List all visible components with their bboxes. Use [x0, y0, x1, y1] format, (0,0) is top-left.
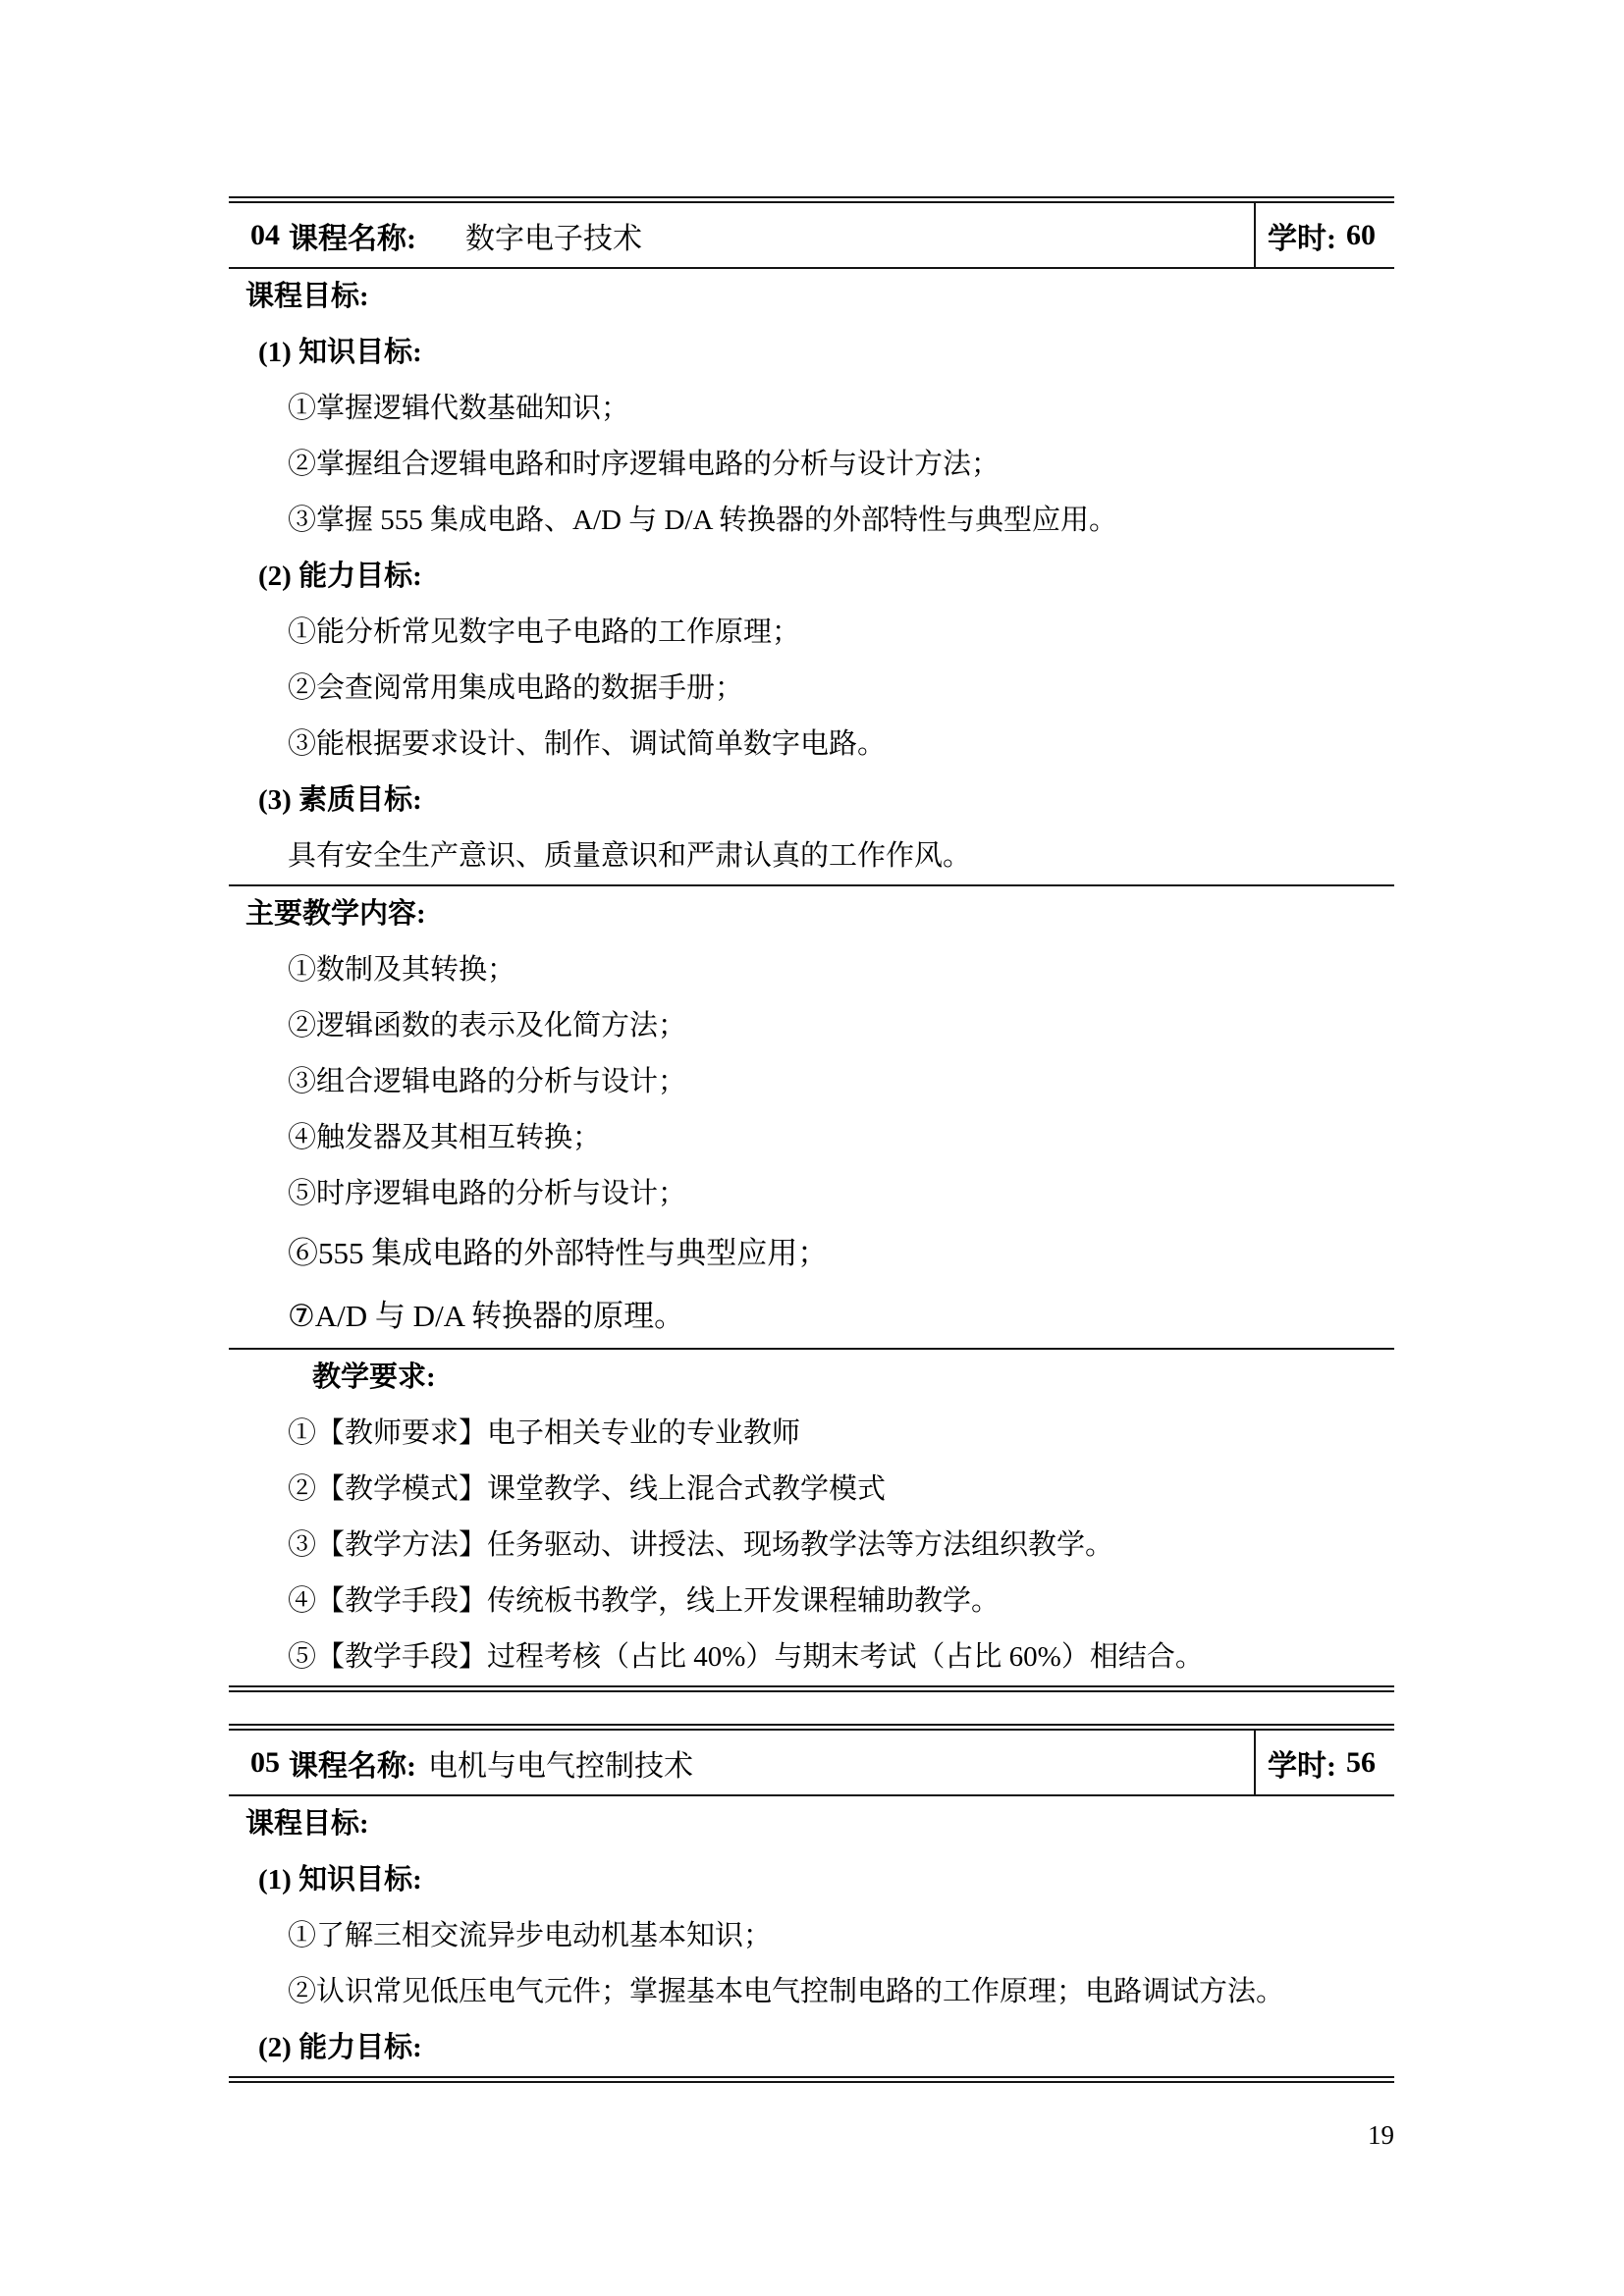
table-04-top-double-rule: [229, 196, 1394, 203]
objective-line: ①了解三相交流异步电动机基本知识；: [288, 1920, 773, 1951]
course-05-hours-cell: [1254, 1731, 1394, 1794]
hours-value: 60: [1346, 218, 1376, 251]
table-05-bottom-double-rule: [229, 2076, 1394, 2083]
subsection-title: (2) 能力目标:: [258, 561, 422, 592]
page-content: [229, 196, 1394, 2083]
course-04-title-cell: [229, 203, 1254, 267]
objective-line: ②认识常见低压电气元件；掌握基本电气控制电路的工作原理；电路调试方法。: [288, 1976, 1285, 2007]
content-line: ①数制及其转换；: [288, 954, 516, 986]
requirement-line: ②【教学模式】课堂教学、线上混合式教学模式: [288, 1473, 887, 1505]
objective-line: 具有安全生产意识、质量意识和严肃认真的工作作风。: [288, 840, 972, 872]
course-name: 电机与电气控制技术: [428, 1749, 693, 1783]
objective-line: ③能根据要求设计、制作、调试简单数字电路。: [288, 728, 887, 760]
objective-line: ①能分析常见数字电子电路的工作原理；: [288, 616, 801, 648]
course-04-header-row: [229, 203, 1394, 269]
course-number: 05: [250, 1745, 280, 1779]
table-spacer: [229, 1692, 1394, 1724]
content-line: ④触发器及其相互转换；: [288, 1122, 602, 1153]
subsection-title: (2) 能力目标:: [258, 2032, 422, 2063]
hours-value: 56: [1346, 1745, 1376, 1779]
table-05-top-double-rule: [229, 1724, 1394, 1731]
requirement-line: ④【教学手段】传统板书教学，线上开发课程辅助教学。: [288, 1585, 1001, 1617]
content-line: ⑤时序逻辑电路的分析与设计；: [288, 1178, 687, 1209]
objective-line: ②会查阅常用集成电路的数据手册；: [288, 672, 744, 704]
hours-label: 学时:: [1268, 1749, 1336, 1783]
requirement-line: ③【教学方法】任务驱动、讲授法、现场教学法等方法组织教学。: [288, 1529, 1114, 1561]
course-05-title-cell: [229, 1731, 1254, 1794]
course-05-objectives-section: [229, 1796, 1394, 2076]
course-number: 04: [250, 218, 280, 251]
course-name-label: 课程名称:: [289, 222, 416, 255]
section-title: 主要教学内容:: [245, 898, 426, 930]
content-line: ③组合逻辑电路的分析与设计；: [288, 1066, 687, 1097]
course-04-requirements-section: [229, 1350, 1394, 1685]
table-course-05: [229, 1724, 1394, 2083]
objective-line: ①掌握逻辑代数基础知识；: [288, 393, 630, 424]
course-04-content-section: [229, 886, 1394, 1350]
hours-label: 学时:: [1268, 222, 1336, 255]
objective-line: ③掌握 555 集成电路、A/D 与 D/A 转换器的外部特性与典型应用。: [288, 505, 1118, 536]
subsection-title: (3) 素质目标:: [258, 784, 422, 816]
subsection-title: (1) 知识目标:: [258, 1864, 422, 1896]
course-04-hours-cell: [1254, 203, 1394, 267]
section-title: 课程目标:: [245, 1808, 369, 1840]
section-title: 教学要求:: [312, 1362, 436, 1393]
requirement-line: ①【教师要求】电子相关专业的专业教师: [288, 1417, 801, 1449]
requirement-line: ⑤【教学手段】过程考核（占比 40%）与期末考试（占比 60%）相结合。: [288, 1641, 1204, 1673]
table-course-04: [229, 196, 1394, 1692]
content-line: ②逻辑函数的表示及化简方法；: [288, 1010, 687, 1041]
objective-line: ②掌握组合逻辑电路和时序逻辑电路的分析与设计方法；: [288, 449, 1001, 480]
content-line: ⑥555 集成电路的外部特性与典型应用；: [288, 1236, 829, 1270]
course-04-objectives-section: [229, 269, 1394, 886]
table-04-bottom-double-rule: [229, 1685, 1394, 1692]
page-number: 19: [1368, 2120, 1394, 2150]
course-name: 数字电子技术: [465, 222, 642, 255]
course-name-label: 课程名称:: [289, 1749, 416, 1783]
content-line: ⑦A/D 与 D/A 转换器的原理。: [288, 1299, 685, 1333]
section-title: 课程目标:: [245, 281, 369, 312]
course-05-header-row: [229, 1731, 1394, 1796]
subsection-title: (1) 知识目标:: [258, 337, 422, 368]
